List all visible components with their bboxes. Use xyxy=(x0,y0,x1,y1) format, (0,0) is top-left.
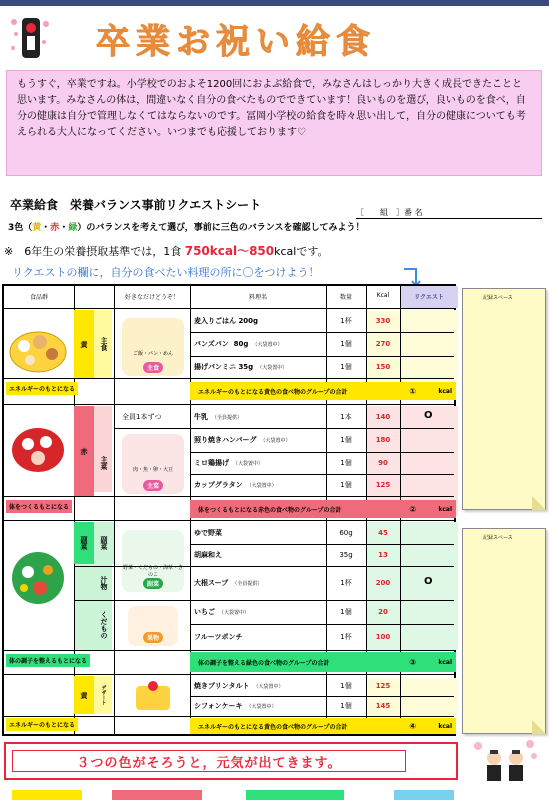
dish-row: 牛乳 （全員提供） xyxy=(194,413,243,421)
dish-kcal: 145 xyxy=(375,702,391,710)
graduates-illustration xyxy=(470,738,540,786)
request-mark[interactable]: O xyxy=(424,410,433,421)
dish-amount: 1個 xyxy=(340,682,352,690)
group-green-label-side: 副菜 xyxy=(74,522,94,564)
request-cell[interactable] xyxy=(404,522,456,544)
dessert-icon xyxy=(130,678,176,714)
vegetable-plate-icon xyxy=(8,548,68,608)
dish-row: いちご （大袋置中） xyxy=(194,608,250,616)
dish-row: 揚げパンミニ 35g （大袋置中） xyxy=(194,363,288,371)
request-mark[interactable]: O xyxy=(424,576,433,587)
dish-row: フルーツポンチ xyxy=(194,633,243,641)
dish-amount: 1個 xyxy=(340,459,352,467)
top-bar xyxy=(0,0,549,6)
header-kcal: Kcal xyxy=(376,292,390,299)
dish-kcal: 90 xyxy=(378,459,388,467)
milk-note: 全員1本ずつ xyxy=(122,413,162,421)
staple-illustration: 主食 xyxy=(122,318,184,376)
dish-row: 大根スープ （全員提供） xyxy=(194,579,263,587)
vegetable-caption: 野菜・くだもの・海草・きのこ xyxy=(122,565,183,578)
dish-amount: 1杯 xyxy=(340,317,352,325)
group-yellow-footer: エネルギーのもとになる xyxy=(6,382,78,395)
group-red-label: 赤 xyxy=(74,406,94,496)
group-dessert-footer: エネルギーのもとになる xyxy=(6,718,78,731)
main-dish-illustration: 主菜 xyxy=(122,434,184,494)
header-dish: 料理名 xyxy=(248,294,267,301)
dish-row: ゆで野菜 xyxy=(194,529,222,537)
header-free: 好きなだけどうぞ！ xyxy=(124,294,179,301)
slogan-text: ３つの色がそろうと，元気が出てきます。 xyxy=(12,750,406,772)
energy-standard: ※ 6年生の栄養摂取基準では，1食 750kcal～850kcalです。 xyxy=(4,244,329,258)
request-cell[interactable] xyxy=(404,676,456,696)
dish-row: カップグラタン （大袋置中） xyxy=(194,481,277,489)
dish-row: バンズパン 80g （大袋置中） xyxy=(194,340,283,348)
group-green-footer: 体の調子を整えるもとになる xyxy=(6,654,90,667)
dish-kcal: 13 xyxy=(378,551,388,559)
group-green-sub-soup: 汁物 xyxy=(100,576,108,590)
group-green-sub-fruit: くだもの xyxy=(100,611,108,639)
request-cell[interactable] xyxy=(404,600,456,624)
dish-kcal: 125 xyxy=(375,481,391,489)
dish-amount: 35g xyxy=(339,551,353,559)
group-yellow-sub: 主食 xyxy=(100,337,108,351)
memo-pad-1[interactable] xyxy=(462,288,546,510)
group-dessert-label: 黄 xyxy=(74,676,94,714)
dish-kcal: 180 xyxy=(375,436,391,444)
request-cell[interactable] xyxy=(404,428,456,452)
header-food-group: 食品群 xyxy=(29,294,48,301)
memo-pad-2[interactable] xyxy=(462,528,546,734)
dish-row: 麦入りごはん 200g xyxy=(194,317,259,325)
group-red-footer: 体をつくるもとになる xyxy=(6,500,72,513)
dish-kcal: 20 xyxy=(378,608,388,616)
vegetable-illustration: 副菜 xyxy=(122,530,184,592)
dish-row: 照り焼きハンバーグ （大袋置中） xyxy=(194,436,291,444)
dish-kcal: 330 xyxy=(375,317,391,325)
request-cell[interactable] xyxy=(404,624,456,650)
staple-caption: ご飯・パン・めん xyxy=(132,351,173,357)
dish-kcal: 270 xyxy=(375,340,391,348)
dish-amount: 1個 xyxy=(340,436,352,444)
group-dessert-sub: デザート xyxy=(100,685,107,705)
request-cell[interactable] xyxy=(404,332,456,356)
dessert-total-row: エネルギーのもとになる黄色の食べ物のグループの合計 ④ kcal xyxy=(190,718,456,734)
request-cell[interactable] xyxy=(404,474,456,496)
request-cell[interactable] xyxy=(404,452,456,474)
school-logo xyxy=(8,12,52,64)
request-cell[interactable] xyxy=(404,310,456,332)
request-sheet-table xyxy=(2,284,456,736)
green-total-row: 体の調子を整える緑色の食べ物のグループの合計 ③ kcal xyxy=(190,652,456,672)
request-cell[interactable] xyxy=(404,544,456,566)
intro-message: もうすぐ，卒業ですね。小学校でのおよそ1200回におよぶ給食で，みなさんはしっかり大きく成長できたことと思います。みなさんの体は，間違いなく自分の食べたものでできています！良いものを選び，良いものを食べ，自分の健康は自分で管理しなくてはならないのです。冨岡小学校の給食を時々思い出して，自分の健康についても考えられる大人になってください。いつまでも応援しております♡ xyxy=(6,70,542,176)
request-instruction: リクエストの欄に，自分の食べたい料理の所に〇をつけよう！ xyxy=(12,266,320,279)
dish-kcal: 150 xyxy=(375,363,391,371)
main-dish-plate-icon xyxy=(8,422,68,476)
memo-title: 記録スペース xyxy=(483,295,513,301)
dish-amount: 1個 xyxy=(340,340,352,348)
main-dish-caption: 肉・魚・卵・大豆 xyxy=(132,467,173,473)
dish-kcal: 140 xyxy=(375,413,391,421)
dish-amount: 1個 xyxy=(340,608,352,616)
dish-row: 胡麻和え xyxy=(194,551,222,559)
name-field[interactable]: ［ 組 ］番 名 xyxy=(356,207,542,219)
dish-amount: 60g xyxy=(339,529,353,537)
fruit-illustration: 果物 xyxy=(128,606,178,646)
dish-amount: 1個 xyxy=(340,363,352,371)
balance-instruction: 3色（黄・赤・緑）のバランスを考えて選び，事前に三色のバランスを確認してみよう！ xyxy=(8,223,365,233)
dish-row: ミロ鶏揚げ （大袋置中） xyxy=(194,459,264,467)
dish-row: 焼きプリンタルト （大袋置中） xyxy=(194,682,284,690)
yellow-total-row: エネルギーのもとになる黄色の食べ物のグループの合計 ① kcal xyxy=(190,382,456,400)
dish-row: シフォンケーキ （大袋置中） xyxy=(194,702,277,710)
header-request: リクエスト xyxy=(414,294,444,301)
group-red-sub: 主菜 xyxy=(100,456,108,470)
dish-kcal: 200 xyxy=(375,579,391,587)
request-cell[interactable] xyxy=(404,696,456,716)
request-cell[interactable] xyxy=(404,356,456,378)
slogan-banner xyxy=(4,742,458,780)
dish-kcal: 100 xyxy=(375,633,391,641)
header-amount: 数量 xyxy=(339,294,352,301)
red-total-row: 体をつくるもとになる赤色の食べ物のグループの合計 ② kcal xyxy=(190,500,456,518)
staple-food-plate-icon xyxy=(8,322,68,376)
dish-kcal: 45 xyxy=(378,529,388,537)
sheet-title: 卒業給食 栄養バランス事前リクエストシート xyxy=(10,198,262,212)
dish-amount: 1杯 xyxy=(340,633,352,641)
dish-amount: 1本 xyxy=(340,413,352,421)
memo-title: 記録スペース xyxy=(483,535,513,541)
bottom-color-strips xyxy=(0,788,549,800)
dish-amount: 1個 xyxy=(340,702,352,710)
dish-kcal: 125 xyxy=(375,682,391,690)
dish-amount: 1杯 xyxy=(340,579,352,587)
dish-amount: 1個 xyxy=(340,481,352,489)
group-yellow-label: 黄 xyxy=(74,310,94,378)
group-green-sub-side: 副菜 xyxy=(94,522,114,564)
page-title: 卒業お祝い給食 xyxy=(96,22,376,62)
